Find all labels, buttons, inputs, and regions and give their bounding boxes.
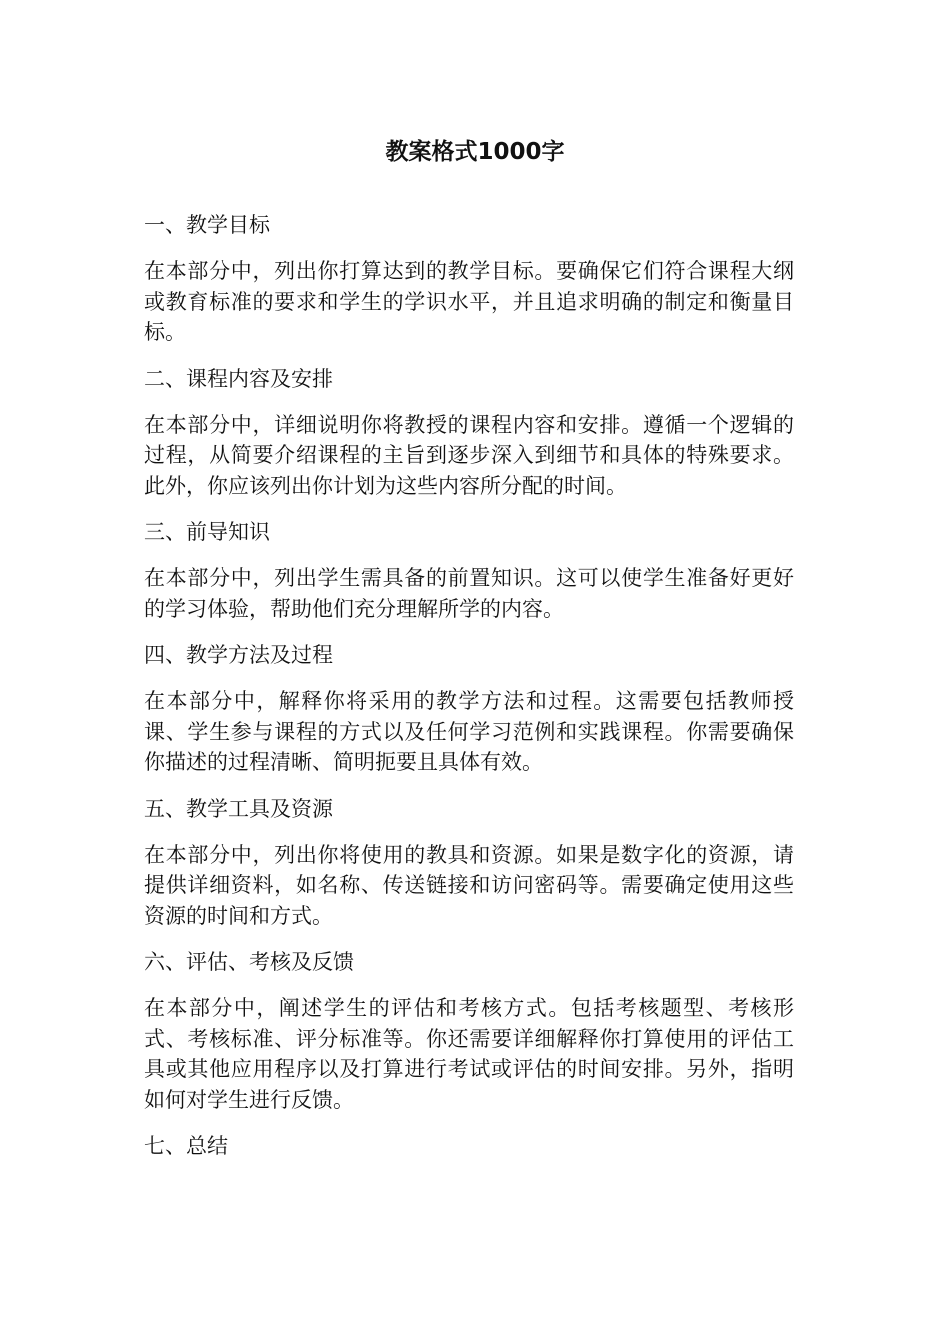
section-body-objectives: 在本部分中，列出你打算达到的教学目标。要确保它们符合课程大纲或教育标准的要求和学生的学识水平，并且追求明确的制定和衡量目标。	[144, 259, 794, 344]
section-body-tools: 在本部分中，列出你将使用的教具和资源。如果是数字化的资源，请提供详细资料，如名称、传送链接和访问密码等。需要确定使用这些资源的时间和方式。	[144, 842, 794, 928]
section-body-assessment: 在本部分中，阐述学生的评估和考核方式。包括考核题型、考核形式、考核标准、评分标准等。你还需要详细解释你打算使用的评估工具或其他应用程序以及打算进行考试或评估的时间安排。另外，指明如何对学生进行反馈。	[144, 996, 794, 1112]
section-heading-content: 二、课程内容及安排	[144, 366, 333, 391]
section-heading-objectives: 一、教学目标	[144, 213, 270, 237]
section-heading-summary: 七、总结	[144, 1134, 228, 1158]
section-body-prerequisites: 在本部分中，列出学生需具备的前置知识。这可以使学生准备好更好的学习体验，帮助他们充分理解所学的内容。	[144, 566, 794, 621]
document-body	[144, 210, 794, 1177]
document-title: 教案格式1000字	[385, 139, 565, 165]
section-heading-tools: 五、教学工具及资源	[144, 796, 333, 821]
section-heading-methods: 四、教学方法及过程	[144, 643, 333, 667]
section-body-methods: 在本部分中，解释你将采用的教学方法和过程。这需要包括教师授课、学生参与课程的方式以及任何学习范例和实践课程。你需要确保你描述的过程清晰、简明扼要且具体有效。	[144, 689, 794, 774]
section-body-content: 在本部分中，详细说明你将教授的课程内容和安排。遵循一个逻辑的过程，从简要介绍课程的主旨到逐步深入到细节和具体的特殊要求。此外，你应该列出你计划为这些内容所分配的时间。	[144, 412, 794, 498]
section-heading-assessment: 六、评估、考核及反馈	[144, 950, 354, 974]
section-heading-prerequisites: 三、前导知识	[144, 520, 270, 544]
